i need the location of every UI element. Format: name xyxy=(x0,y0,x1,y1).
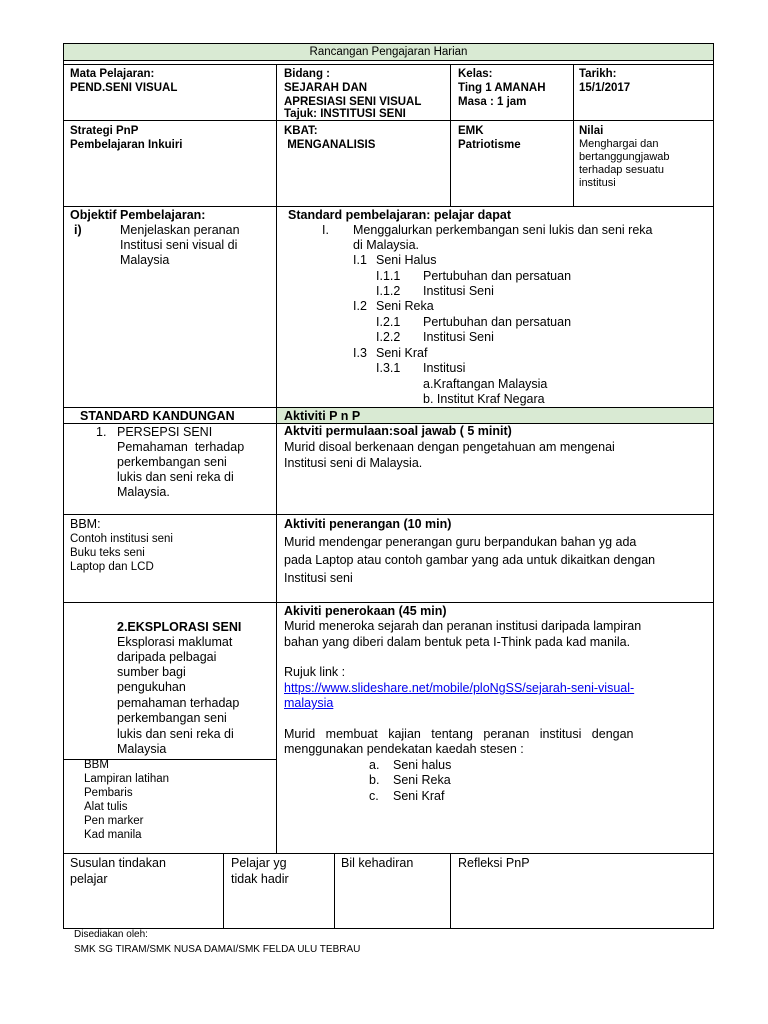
bbm2-item: Pen marker xyxy=(84,815,144,827)
stesen-text: Seni Reka xyxy=(393,773,451,787)
bbm1-item: Contoh institusi seni xyxy=(70,533,173,545)
kajian-line: menggunakan pendekatan kaedah stesen : xyxy=(284,742,524,756)
standard-sub-number: I.1.2 xyxy=(376,284,401,298)
refleksi-pnp: Refleksi PnP xyxy=(458,856,530,870)
kelas-value: Ting 1 AMANAH xyxy=(458,82,546,94)
eksplorasi-line: perkembangan seni xyxy=(117,711,227,725)
nilai-label: Nilai xyxy=(579,125,604,137)
standard-sub-text: Seni Halus xyxy=(376,253,437,267)
nilai-line: Menghargai dan xyxy=(579,138,659,150)
standard-sub-number: I.3.1 xyxy=(376,361,401,375)
bbm1-item: Laptop dan LCD xyxy=(70,561,154,573)
standard-sub-text: Institusi Seni xyxy=(423,284,494,298)
standard-sub-text: Seni Kraf xyxy=(376,346,428,360)
nilai-line: bertanggungjawab xyxy=(579,151,670,163)
penerangan-title: Aktiviti penerangan (10 min) xyxy=(284,517,452,531)
standard-line: di Malaysia. xyxy=(353,238,419,252)
hline-penerokaan xyxy=(63,602,714,603)
stesen-number: b. xyxy=(369,773,380,787)
mata-pelajaran-value: PEND.SENI VISUAL xyxy=(70,82,178,94)
pelajar-tidak-hadir-line1: Pelajar yg xyxy=(231,856,287,870)
penerokaan-line: Murid meneroka sejarah dan peranan institusi daripada lampiran xyxy=(284,619,642,633)
border-top xyxy=(63,43,714,44)
bil-kehadiran: Bil kehadiran xyxy=(341,856,414,870)
permulaan-line: Murid disoal berkenaan dengan pengetahuan am mengenai xyxy=(284,440,615,454)
bbm2-label: BBM xyxy=(84,759,109,771)
eksplorasi-line: lukis dan seni reka di xyxy=(117,727,234,741)
objektif-label: Objektif Pembelajaran: xyxy=(70,208,206,222)
kraf-item-b: b. Institut Kraf Negara xyxy=(423,392,545,406)
bbm1-item: Buku teks seni xyxy=(70,547,145,559)
standard-line: Menggalurkan perkembangan seni lukis dan seni reka xyxy=(353,223,653,237)
kbat-label: KBAT: xyxy=(284,125,318,137)
emk-label: EMK xyxy=(458,125,484,137)
slideshare-link[interactable]: https://www.slideshare.net/mobile/ploNgSS/sejarah-seni-visual- xyxy=(284,681,635,695)
vline-col3 xyxy=(450,64,451,206)
disediakan-oleh: Disediakan oleh: xyxy=(74,929,148,940)
permulaan-title: Aktviti permulaan:soal jawab ( 5 minit) xyxy=(284,424,512,438)
border-bottom xyxy=(63,928,714,929)
susulan-line2: pelajar xyxy=(70,872,108,886)
emk-value: Patriotisme xyxy=(458,139,521,151)
standard-kandungan-header: STANDARD KANDUNGAN xyxy=(80,409,235,423)
vline-col2 xyxy=(276,64,277,853)
stesen-text: Seni halus xyxy=(393,758,452,772)
eksplorasi-line: pemahaman terhadap xyxy=(117,696,240,710)
objektif-line: Malaysia xyxy=(120,253,170,267)
standard-label: Standard pembelajaran: pelajar dapat xyxy=(288,208,511,222)
bbm2-item: Lampiran latihan xyxy=(84,773,170,785)
persepsi-line: lukis dan seni reka di xyxy=(117,470,234,484)
bbm2-item: Kad manila xyxy=(84,829,142,841)
eksplorasi-line: pengukuhan xyxy=(117,680,186,694)
hline-bbm1 xyxy=(63,514,714,515)
masa-text: Masa : 1 jam xyxy=(458,96,527,108)
vline-bottom-1 xyxy=(223,853,224,928)
eksplorasi-line: Malaysia xyxy=(117,742,167,756)
hline-bottom xyxy=(63,853,714,854)
permulaan-line: Institusi seni di Malaysia. xyxy=(284,456,423,470)
persepsi-title: PERSEPSI SENI xyxy=(117,425,213,439)
persepsi-line: Pemahaman terhadap xyxy=(117,440,245,454)
vline-col4 xyxy=(573,64,574,206)
objektif-number: i) xyxy=(74,223,82,237)
susulan-line1: Susulan tindakan xyxy=(70,856,166,870)
nilai-line: terhadap sesuatu xyxy=(579,164,665,176)
hline-header xyxy=(63,407,714,408)
border-left xyxy=(63,43,64,929)
hline-row1-top xyxy=(63,64,714,65)
standard-sub-number: I.1 xyxy=(353,253,367,267)
standard-sub-number: I.2.1 xyxy=(376,315,401,329)
standard-sub-text: Institusi Seni xyxy=(423,330,494,344)
border-right xyxy=(713,43,714,929)
tarikh-value: 15/1/2017 xyxy=(579,82,631,94)
aktiviti-pnp-header: Aktiviti P n P xyxy=(284,409,361,423)
standard-sub-number: I.3 xyxy=(353,346,367,360)
persepsi-number: 1. xyxy=(96,425,107,439)
kbat-value: MENGANALISIS xyxy=(284,139,376,151)
hline-title xyxy=(63,60,714,61)
pelajar-tidak-hadir-line2: tidak hadir xyxy=(231,872,289,886)
bidang-label: Bidang : xyxy=(284,68,330,80)
objektif-line: Institusi seni visual di xyxy=(120,238,238,252)
bidang-value-line2: APRESIASI SENI VISUAL xyxy=(284,96,422,108)
stesen-number: c. xyxy=(369,789,379,803)
kelas-label: Kelas: xyxy=(458,68,493,80)
tarikh-label: Tarikh: xyxy=(579,68,617,80)
school-names: SMK SG TIRAM/SMK NUSA DAMAI/SMK FELDA ULU TEBRAU xyxy=(74,944,361,955)
standard-number: I. xyxy=(322,223,329,237)
eksplorasi-line: sumber bagi xyxy=(117,665,186,679)
kraf-item-a: a.Kraftangan Malaysia xyxy=(423,377,548,391)
vline-bottom-2 xyxy=(334,853,335,928)
tajuk-text: Tajuk: INSTITUSI SENI xyxy=(284,108,406,120)
standard-sub-number: I.2.2 xyxy=(376,330,401,344)
bbm2-item: Pembaris xyxy=(84,787,133,799)
standard-sub-text: Institusi xyxy=(423,361,466,375)
eksplorasi-line: Eksplorasi maklumat xyxy=(117,635,233,649)
penerangan-line: Institusi seni xyxy=(284,571,353,585)
standard-sub-text: Pertubuhan dan persatuan xyxy=(423,315,572,329)
bidang-value-line1: SEJARAH DAN xyxy=(284,82,368,94)
stesen-text: Seni Kraf xyxy=(393,789,445,803)
bbm2-item: Alat tulis xyxy=(84,801,128,813)
nilai-line: institusi xyxy=(579,177,616,189)
standard-sub-text: Seni Reka xyxy=(376,299,434,313)
strategi-label: Strategi PnP xyxy=(70,125,139,137)
rujuk-label: Rujuk link : xyxy=(284,665,346,679)
standard-sub-text: Pertubuhan dan persatuan xyxy=(423,269,572,283)
penerangan-line: Murid mendengar penerangan guru berpandukan bahan yg ada xyxy=(284,535,637,549)
penerokaan-title: Akiviti penerokaan (45 min) xyxy=(284,604,447,618)
eksplorasi-line: daripada pelbagai xyxy=(117,650,217,664)
slideshare-link-continued[interactable]: malaysia xyxy=(284,696,334,710)
stesen-number: a. xyxy=(369,758,380,772)
mata-pelajaran-label: Mata Pelajaran: xyxy=(70,68,155,80)
bbm1-label: BBM: xyxy=(70,517,101,531)
persepsi-line: Malaysia. xyxy=(117,485,170,499)
penerokaan-line: bahan yang diberi dalam bentuk peta I-Think pada kad manila. xyxy=(284,635,631,649)
kajian-line: Murid membuat kajian tentang peranan institusi dengan xyxy=(284,727,634,741)
persepsi-line: perkembangan seni xyxy=(117,455,227,469)
eksplorasi-title: 2.EKSPLORASI SENI xyxy=(117,620,242,634)
hline-row3 xyxy=(63,206,714,207)
penerangan-line: pada Laptop atau contoh gambar yang ada untuk dikaitkan dengan xyxy=(284,553,656,567)
standard-sub-number: I.1.1 xyxy=(376,269,401,283)
standard-sub-number: I.2 xyxy=(353,299,367,313)
strategi-value: Pembelajaran Inkuiri xyxy=(70,139,183,151)
page-title: Rancangan Pengajaran Harian xyxy=(309,46,468,58)
vline-bottom-3 xyxy=(450,853,451,928)
objektif-line: Menjelaskan peranan xyxy=(120,223,240,237)
